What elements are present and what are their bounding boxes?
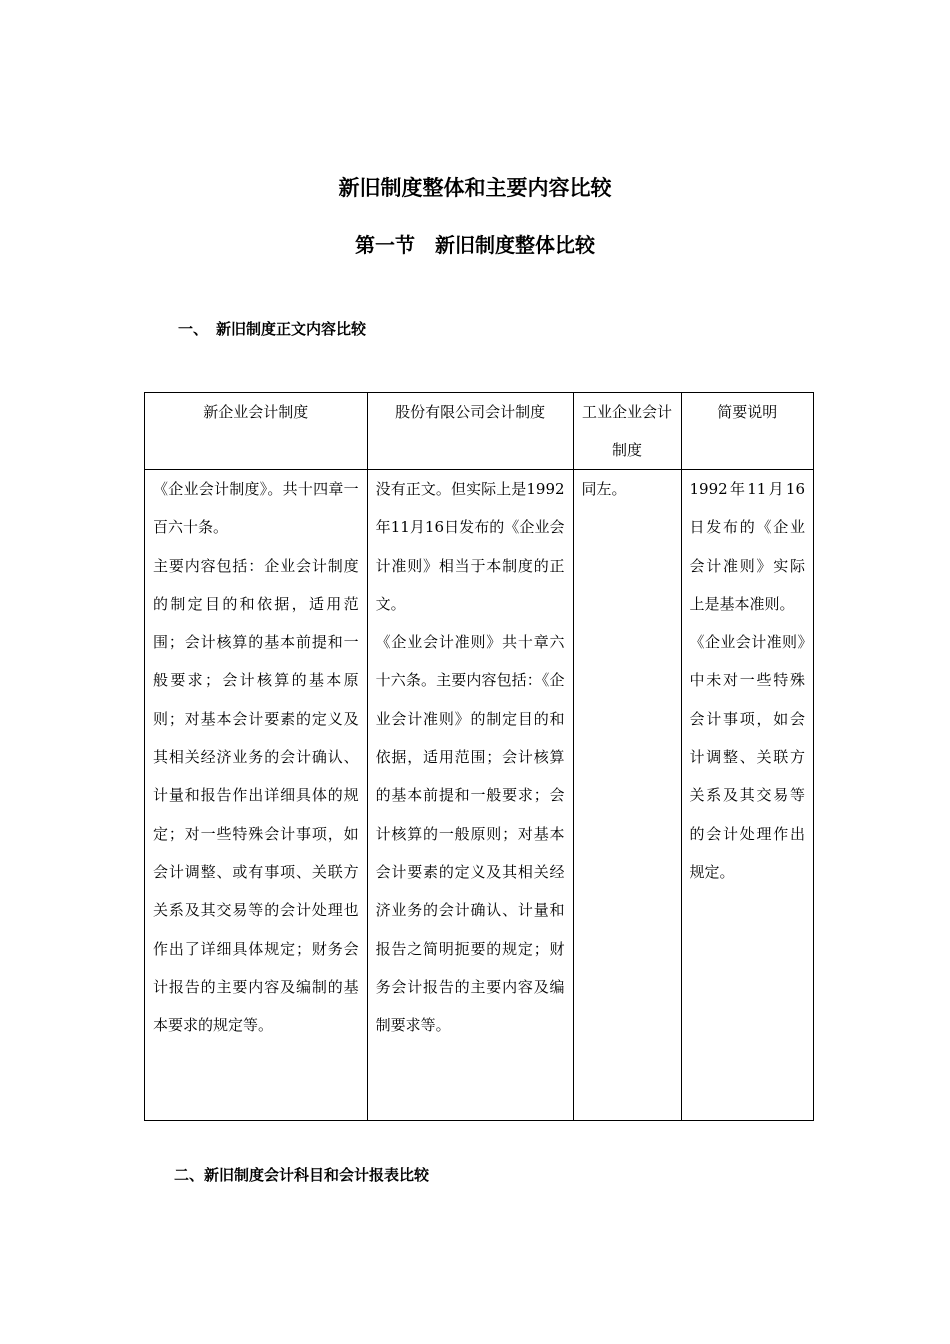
heading-one [178,318,366,339]
paragraph: 没有正文。但实际上是1992年11月16日发布的《企业会计准则》相当于本制度的正文。 [375,480,565,613]
header-joint-stock-system: 股份有限公司会计制度 [367,393,573,470]
section-title: 第一节 新旧制度整体比较 [355,233,595,257]
paragraph: 《企业会计准则》共十章六十六条。主要内容包括：《企业会计准则》的制定目的和依据，适用范围；会计核算的基本前提和一般要求；会计核算的一般原则；对基本会计要素的定义及其相关经济业务的会计确认、计量和报告之简明扼要的规定；财务会计报告的主要内容及编制要求等。 [375,633,565,1035]
header-industrial-system: 工业企业会计制度 [573,393,681,470]
heading-two: 二、新旧制度会计科目和会计报表比较 [174,1166,430,1184]
table-row [145,470,814,1121]
table-header-row [145,393,814,470]
paragraph: 《企业会计制度》。共十四章一百六十条。 [153,480,359,537]
comparison-table [144,392,814,1121]
paragraph: 同左。 [581,480,627,498]
paragraph: 主要内容包括：企业会计制度的制定目的和依据，适用范围；会计核算的基本前提和一般要求；会计核算的基本原则；对基本会计要素的定义及其相关经济业务的会计确认、计量和报告作出详细具体的规定；对一些特殊会计事项，如会计调整、或有事项、关联方关系及其交易等的会计处理也作出了详细具体规定；财务会计报告的主要内容及编制的基本要求的规定等。 [153,556,359,1035]
document-title: 新旧制度整体和主要内容比较 [338,176,612,200]
cell-new-system [145,470,368,1121]
paragraph: 《企业会计准则》中未对一些特殊会计事项，如会计调整、关联方关系及其交易等的会计处理作出规定。 [689,633,805,881]
header-brief-notes: 简要说明 [681,393,813,470]
paragraph: 1992年11月16日发布的《企业会计准则》实际上是基本准则。 [689,480,805,613]
heading-one-number: 一、 [178,320,209,338]
heading-one-text: 新旧制度正文内容比较 [216,320,367,338]
cell-industrial-system [573,470,681,1121]
cell-joint-stock-system [367,470,573,1121]
cell-brief-notes [681,470,813,1121]
header-new-system: 新企业会计制度 [145,393,368,470]
